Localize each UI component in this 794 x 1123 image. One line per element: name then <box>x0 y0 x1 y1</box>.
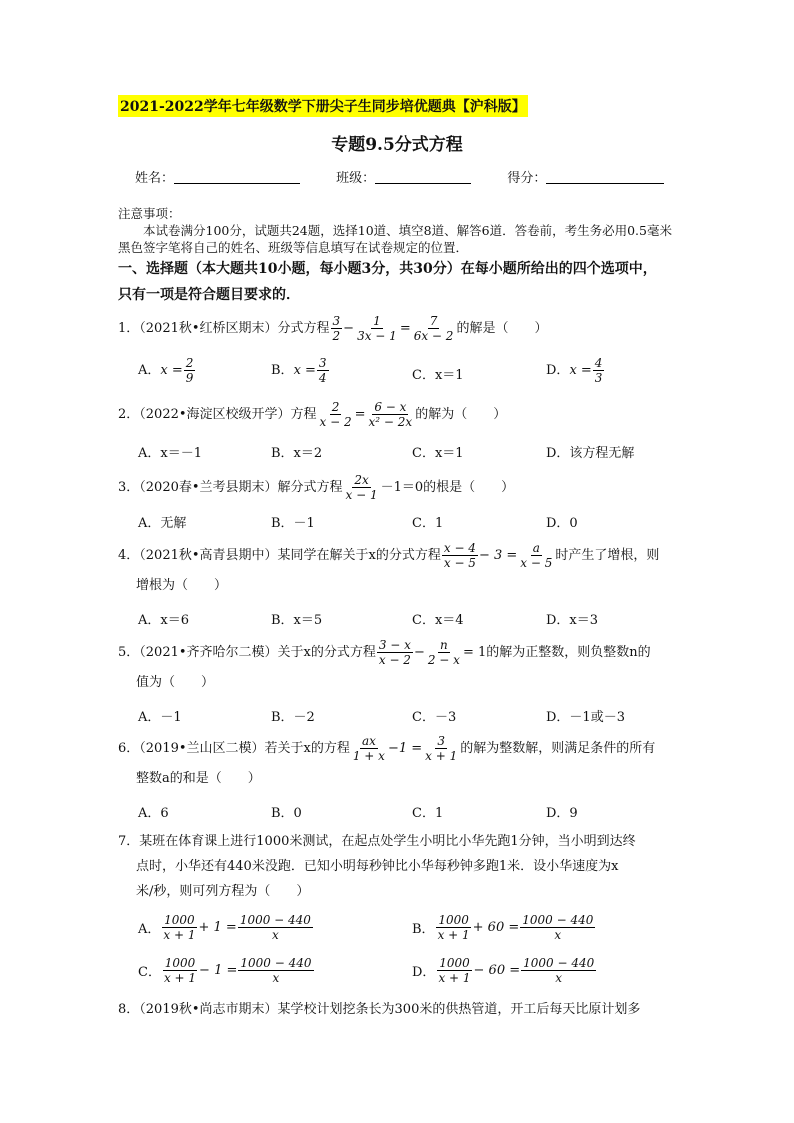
q3-option-a[interactable]: A．无解 <box>138 516 187 531</box>
q6-option-b[interactable]: B．0 <box>271 806 302 821</box>
q4-option-c[interactable]: C．x＝4 <box>412 613 464 628</box>
series-banner: 2021-2022学年七年级数学下册尖子生同步培优题典【沪科版】 <box>118 95 528 117</box>
q6-option-c[interactable]: C．1 <box>412 806 444 821</box>
q3-options <box>138 512 658 542</box>
q1-frac-3: $\frac{7}{6x - 2}$ <box>413 314 454 343</box>
q7-option-c[interactable]: C． $\frac{1000}{x + 1}$ − 1 = $\frac{1000 - 440}{x}$ <box>138 955 312 985</box>
q5-option-d[interactable]: D．－1或－3 <box>546 710 625 725</box>
q5-option-c[interactable]: C．－3 <box>412 710 457 725</box>
q3-stem: 3．（2020春•兰考县期末）解分式方程 $\frac{2x}{x - 1}$ －1＝0的根是（ ） <box>118 473 515 502</box>
q4-options <box>138 609 658 639</box>
question-6 <box>118 734 678 789</box>
notice-block <box>118 205 673 256</box>
q2-stem: 2．（2022•海淀区校级开学）方程 $\frac{2}{x - 2}$ = $\frac{6 - x}{\text{x² − 2x}}$ 的解为（ ） <box>118 400 507 429</box>
q5-line-2: 值为（ ） <box>136 675 215 690</box>
section-line-1: 一、选择题（本大题共10小题，每小题3分，共30分）在每小题所给出的四个选项中， <box>118 261 657 277</box>
q6-stem: 6．（2019•兰山区二模）若关于x的方程 $\frac{ax}{1 + x}$ −1 = $\frac{3}{x + 1}$ 的解为整数解，则满足条件的所有 <box>118 734 656 763</box>
section-line-2: 只有一项是符合题目要求的． <box>118 287 300 303</box>
q7-options-row-2 <box>138 949 668 991</box>
question-8 <box>118 1000 678 1020</box>
page-title: 专题9.5分式方程 <box>331 135 463 155</box>
q7-option-a[interactable]: A． $\frac{1000}{x + 1}$ + 1 = $\frac{1000 - 440}{x}$ <box>138 912 311 942</box>
q7-line-2: 点时，小华还有440米没跑．已知小明每秒钟比小华每秒钟多跑1米．设小华速度为x <box>136 859 619 874</box>
q5-stem: 5．（2021•齐齐哈尔二模）关于x的分式方程 $\frac{3 - x}{x - 2}$ − $\frac{n}{2 - x}$ = 1的解为正整数，则负整数n的 <box>118 638 651 667</box>
q6-line-2: 整数a的和是（ ） <box>136 771 261 786</box>
q6-option-d[interactable]: D．9 <box>546 806 578 821</box>
q4-stem: 4．（2021秋•高青县期中）某同学在解关于x的分式方程 $\frac{x - 4}{x - 5}$ − 3 = $\frac{a}{x - 5}$ 时产生了增根，则 <box>118 541 660 570</box>
score-label: 得分： <box>507 171 547 186</box>
q4-option-d[interactable]: D．x＝3 <box>546 613 599 628</box>
q8-line-1: 8．（2019秋•尚志市期末）某学校计划挖条长为300米的供热管道，开工后每天比原计划多 <box>118 1002 641 1017</box>
q7-options-row-1 <box>138 906 668 948</box>
q3-option-d[interactable]: D．0 <box>546 516 578 531</box>
q2-option-a[interactable]: A．x＝－1 <box>138 446 202 461</box>
q1-option-c[interactable]: C．x＝1 <box>412 368 464 383</box>
class-blank[interactable] <box>375 171 471 184</box>
name-label: 姓名： <box>135 171 175 186</box>
score-field <box>507 167 664 186</box>
q7-option-d[interactable]: D． $\frac{1000}{x + 1}$ − 60 = $\frac{1000 - 440}{x}$ <box>412 955 595 985</box>
name-field <box>135 167 300 186</box>
q5-option-a[interactable]: A．－1 <box>138 710 182 725</box>
q1-option-b[interactable]: B．x = $\frac{3}{4}$ <box>271 356 327 385</box>
class-label: 班级： <box>336 171 376 186</box>
student-info-row <box>135 167 675 186</box>
q3-option-c[interactable]: C．1 <box>412 516 444 531</box>
q1-option-d[interactable]: D．x = $\frac{4}{3}$ <box>546 356 603 385</box>
q5-options <box>138 706 658 736</box>
q1-frac-1: $\frac{3}{2}$ <box>332 314 341 343</box>
notice-heading: 注意事项： <box>118 206 181 221</box>
q6-options <box>138 802 658 832</box>
q1-frac-2: $\frac{1}{3x - 1}$ <box>357 314 397 343</box>
q4-option-b[interactable]: B．x＝5 <box>271 613 323 628</box>
score-blank[interactable] <box>546 171 664 184</box>
q4-line-2: 增根为（ ） <box>136 578 228 593</box>
q2-option-b[interactable]: B．x＝2 <box>271 446 323 461</box>
q3-option-b[interactable]: B．－1 <box>271 516 315 531</box>
q6-option-a[interactable]: A．6 <box>138 806 169 821</box>
notice-body: 本试卷满分100分，试题共24题，选择10道、填空8道、解答6道．答卷前，考生务必用0.5毫米黑色签字笔将自己的姓名、班级等信息填写在试卷规定的位置． <box>118 223 672 255</box>
section-heading <box>118 256 678 308</box>
question-7 <box>118 829 678 904</box>
q1-options <box>138 356 658 386</box>
q2-options <box>138 442 658 472</box>
class-field <box>336 167 471 186</box>
q1-stem: 1．（2021秋•红桥区期末）分式方程 $\frac{3}{2}$ − $\frac{1}{3x - 1}$ = $\frac{7}{6x - 2}$ 的解是（ ） <box>118 314 548 343</box>
q2-option-d[interactable]: D．该方程无解 <box>546 446 635 461</box>
question-5 <box>118 638 678 693</box>
question-1 <box>118 314 678 343</box>
q7-line-1: 7．某班在体育课上进行1000米测试，在起点处学生小明比小华先跑1分钟，当小明到达终 <box>118 834 636 849</box>
question-4 <box>118 541 678 596</box>
q2-option-c[interactable]: C．x＝1 <box>412 446 464 461</box>
q4-option-a[interactable]: A．x＝6 <box>138 613 189 628</box>
question-3 <box>118 473 678 502</box>
q1-option-a[interactable]: A．x = $\frac{2}{9}$ <box>138 356 194 385</box>
name-blank[interactable] <box>174 171 300 184</box>
q7-line-3: 米/秒，则可列方程为（ ） <box>136 884 310 899</box>
q5-option-b[interactable]: B．－2 <box>271 710 315 725</box>
q7-option-b[interactable]: B． $\frac{1000}{x + 1}$ + 60 = $\frac{1000 - 440}{x}$ <box>412 912 594 942</box>
question-2 <box>118 400 678 429</box>
